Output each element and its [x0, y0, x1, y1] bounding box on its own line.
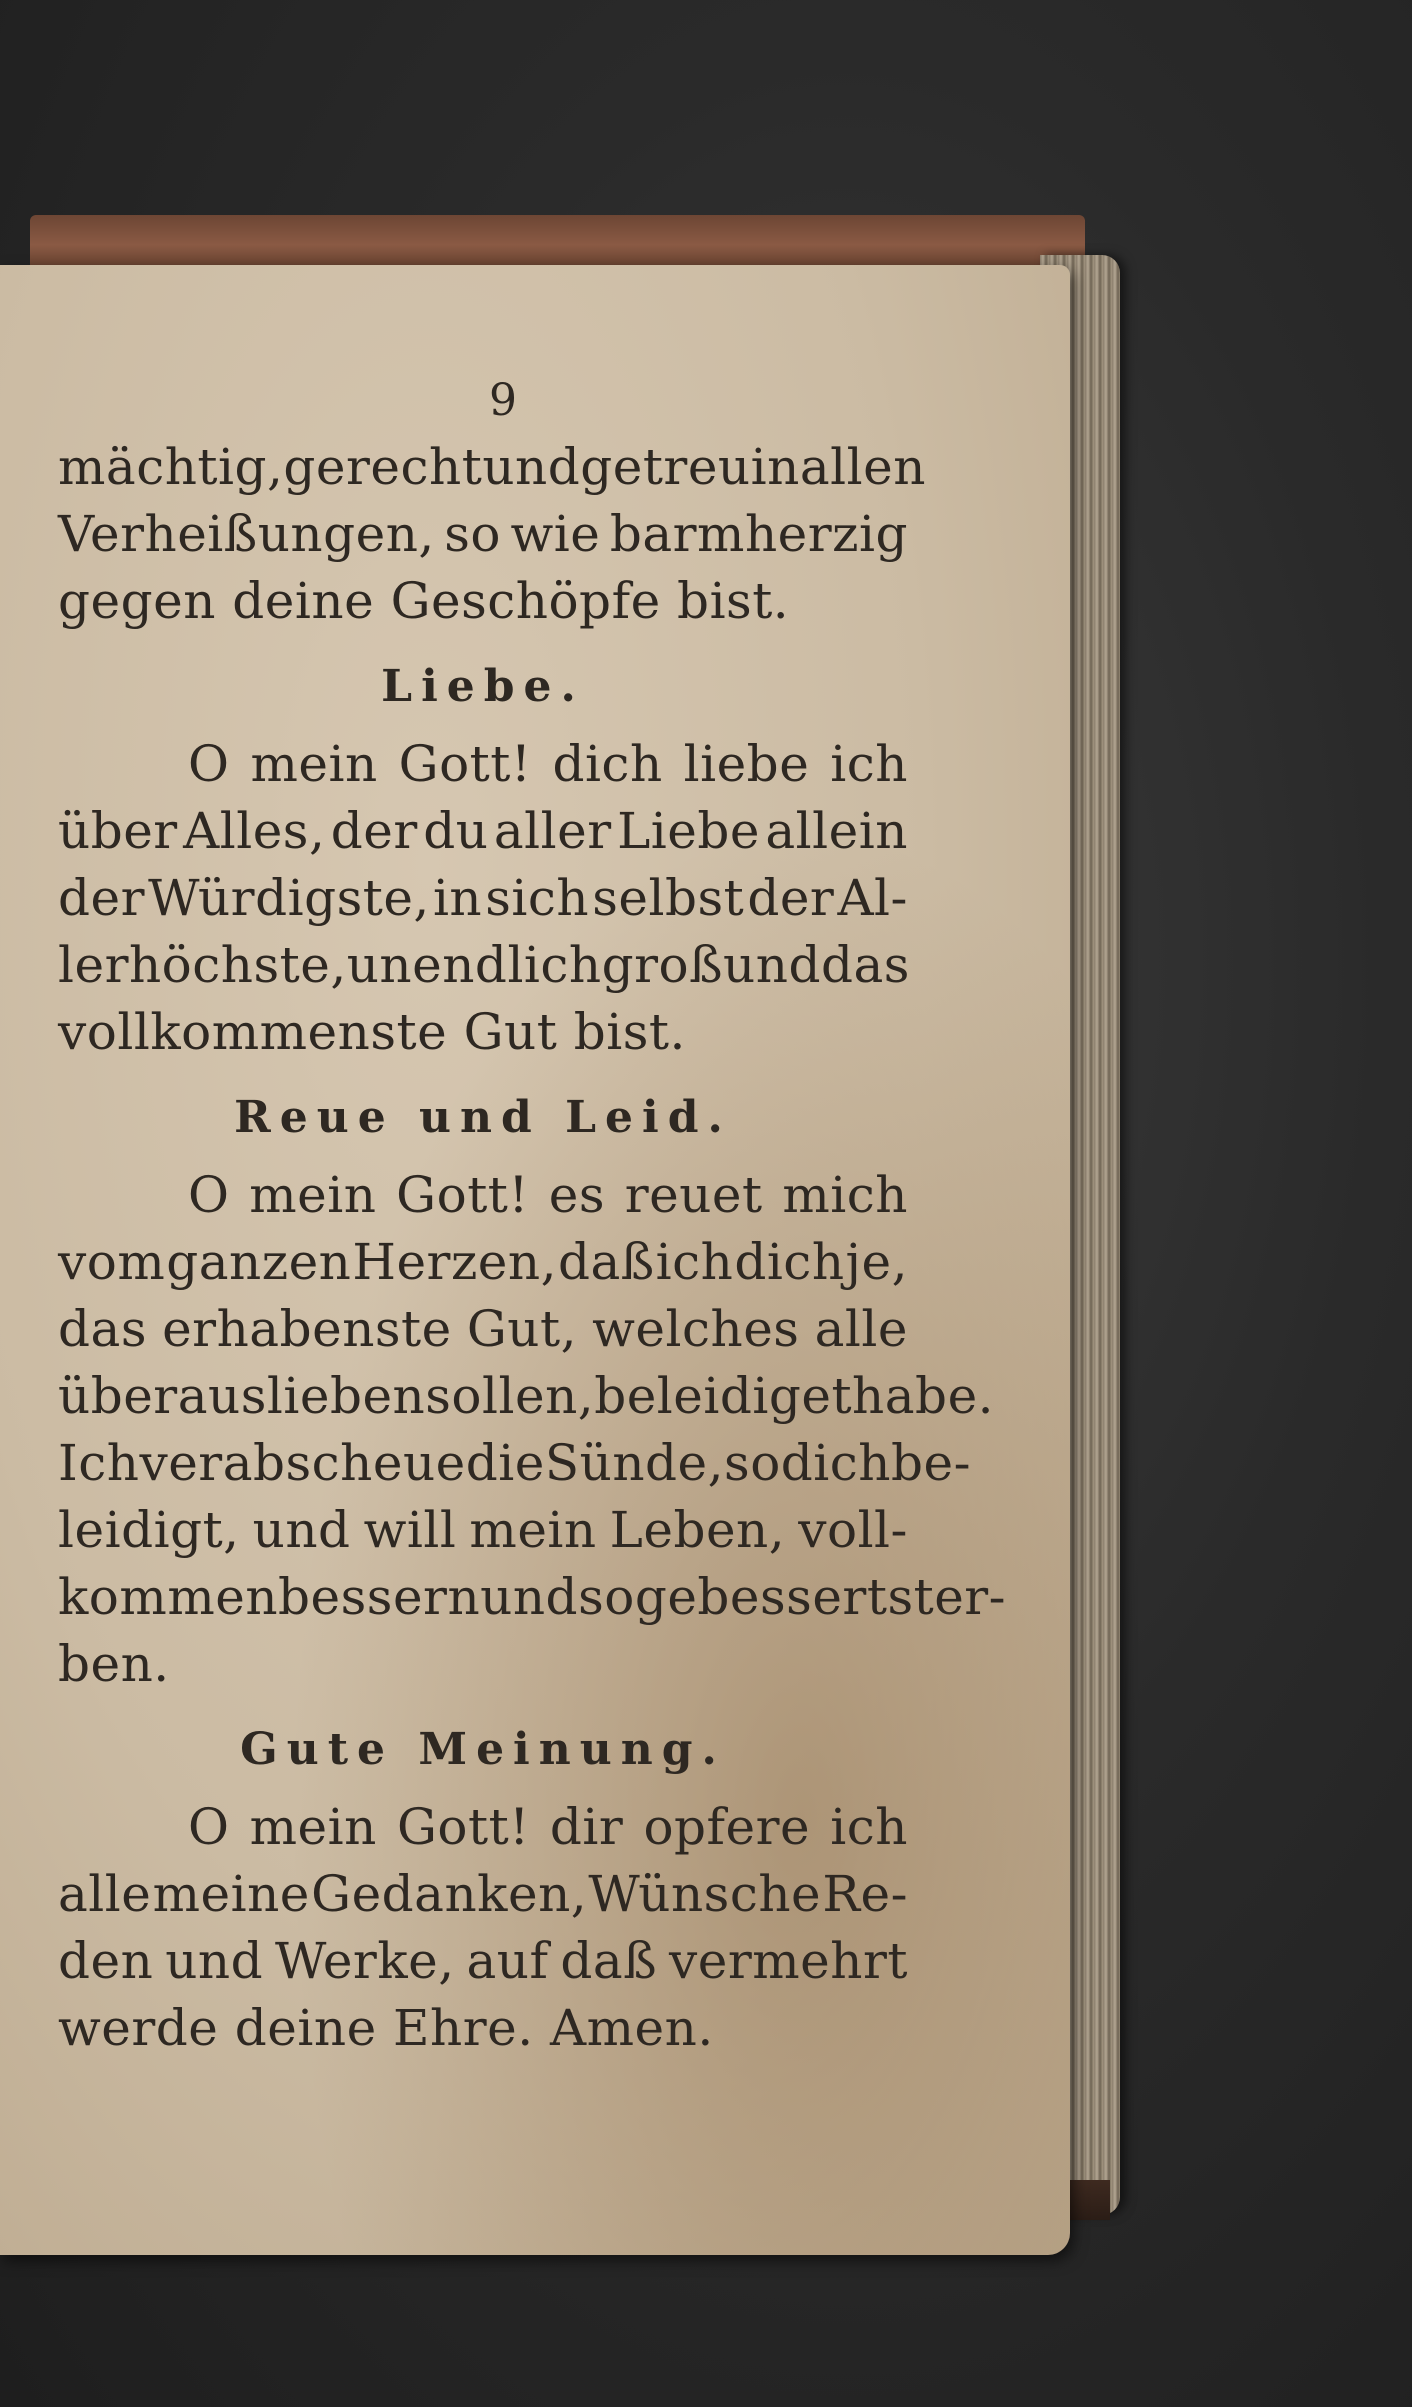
word: und	[723, 936, 821, 994]
word: dir	[549, 1798, 624, 1856]
word: über	[58, 802, 178, 860]
word: ich	[830, 735, 908, 793]
word: auf	[466, 1932, 549, 1990]
word: lerhöchste,	[58, 936, 347, 994]
word: so	[578, 1568, 635, 1626]
word: ster-	[887, 1568, 1007, 1626]
word: den	[58, 1932, 154, 1990]
text-line: ben.	[58, 1635, 170, 1693]
text-line	[58, 1928, 908, 1995]
word: Gott!	[396, 1798, 530, 1856]
text-line	[58, 865, 908, 932]
word: dich	[552, 735, 663, 793]
text-line	[58, 1861, 908, 1928]
word: alle	[814, 1300, 908, 1358]
word: Gedanken,	[311, 1865, 588, 1923]
word: je,	[845, 1233, 908, 1291]
word: O	[188, 1798, 230, 1856]
word: daß	[557, 1233, 655, 1291]
page-number: 9	[489, 375, 517, 426]
word: ich	[655, 1233, 734, 1291]
word: der	[58, 869, 145, 927]
word: es	[548, 1166, 605, 1224]
text-line	[58, 1296, 908, 1363]
word: selbst	[592, 869, 745, 927]
text-line	[58, 1229, 908, 1296]
word: vermehrt	[669, 1932, 908, 1990]
word: ich	[830, 1798, 908, 1856]
word: der	[747, 869, 835, 927]
word: Würdigste,	[148, 869, 430, 927]
section-paragraph-reue-und-leid	[58, 1162, 1007, 1698]
word: barmherzig	[609, 505, 908, 563]
text-line	[58, 501, 908, 568]
word: mein	[469, 1501, 597, 1559]
section-paragraph-gute-meinung	[58, 1794, 908, 2062]
word: leidigt,	[58, 1501, 240, 1559]
word: allein	[765, 802, 908, 860]
word: du	[423, 802, 489, 860]
word: wie	[510, 505, 601, 563]
word: erhabenste	[162, 1300, 452, 1358]
word: mich	[782, 1166, 908, 1224]
word: Al-	[837, 869, 908, 927]
word: welches	[592, 1300, 800, 1358]
text-line	[58, 1363, 995, 1430]
text-line	[58, 1564, 1007, 1631]
word: Ich	[58, 1434, 140, 1492]
word: ganzen	[166, 1233, 352, 1291]
word: und	[482, 438, 581, 496]
text-line	[58, 434, 926, 501]
word: beleidiget	[594, 1367, 853, 1425]
word: Sünde,	[544, 1434, 725, 1492]
word: gerecht	[283, 438, 483, 496]
book-page	[0, 265, 1070, 2255]
word: liebe	[683, 735, 810, 793]
word: opfere	[643, 1798, 811, 1856]
word: die	[465, 1434, 545, 1492]
word: habe.	[852, 1367, 995, 1425]
word: voll-	[798, 1501, 908, 1559]
word: Re-	[822, 1865, 908, 1923]
text-line	[58, 932, 908, 999]
word: sollen,	[425, 1367, 595, 1425]
word: bessern	[278, 1568, 481, 1626]
word: und	[252, 1501, 351, 1559]
word: dich	[780, 1434, 891, 1492]
text-line	[58, 731, 908, 798]
word: mein	[249, 1166, 377, 1224]
word: groß	[601, 936, 724, 994]
section-heading-liebe: Liebe.	[381, 661, 585, 712]
intro-paragraph	[58, 434, 926, 635]
word: kommen	[58, 1568, 279, 1626]
word: Verheißungen,	[58, 505, 435, 563]
word: und	[480, 1568, 579, 1626]
word: in	[432, 869, 483, 927]
word: mächtig,	[58, 438, 284, 496]
word: Herzen,	[352, 1233, 557, 1291]
word: Leben,	[609, 1501, 786, 1559]
word: Alles,	[183, 802, 326, 860]
word: das	[820, 936, 910, 994]
text-line	[58, 1794, 908, 1861]
word: lieben	[266, 1367, 426, 1425]
word: überaus	[58, 1367, 267, 1425]
word: unendlich	[346, 936, 602, 994]
page-text	[58, 375, 1007, 2062]
word: will	[363, 1501, 457, 1559]
word: sich	[485, 869, 590, 927]
text-line	[58, 798, 908, 865]
word: aller	[493, 802, 612, 860]
word: Werke,	[275, 1932, 455, 1990]
word: Liebe	[617, 802, 760, 860]
word: dich	[734, 1233, 845, 1291]
word: be-	[891, 1434, 971, 1492]
word: Wünsche	[588, 1865, 822, 1923]
word: so	[444, 505, 502, 563]
word: O	[188, 1166, 230, 1224]
word: Gott!	[398, 735, 532, 793]
text-line: gegen deine Geschöpfe bist.	[58, 572, 790, 630]
word: daß	[560, 1932, 658, 1990]
word: getreu	[580, 438, 751, 496]
word: meine	[152, 1865, 310, 1923]
word: allen	[799, 438, 926, 496]
word: so	[724, 1434, 781, 1492]
word: mein	[249, 1798, 377, 1856]
text-line	[58, 1430, 971, 1497]
word: vom	[58, 1233, 166, 1291]
word: reuet	[624, 1166, 763, 1224]
word: Gut,	[466, 1300, 577, 1358]
word: das	[58, 1300, 147, 1358]
word: alle	[58, 1865, 152, 1923]
section-heading-gute-meinung: Gute Meinung.	[240, 1724, 726, 1775]
word: in	[750, 438, 800, 496]
word: der	[330, 802, 418, 860]
word: verabscheue	[139, 1434, 466, 1492]
text-line	[58, 1162, 908, 1229]
section-paragraph-liebe	[58, 731, 908, 1066]
word: mein	[250, 735, 378, 793]
word: O	[188, 735, 230, 793]
text-line: vollkommenste Gut bist.	[58, 1003, 686, 1061]
word: Gott!	[396, 1166, 529, 1224]
word: gebessert	[634, 1568, 888, 1626]
text-line	[58, 1497, 908, 1564]
text-line: werde deine Ehre. Amen.	[58, 1999, 714, 2057]
section-heading-reue-und-leid: Reue und Leid.	[234, 1092, 732, 1143]
word: und	[165, 1932, 264, 1990]
